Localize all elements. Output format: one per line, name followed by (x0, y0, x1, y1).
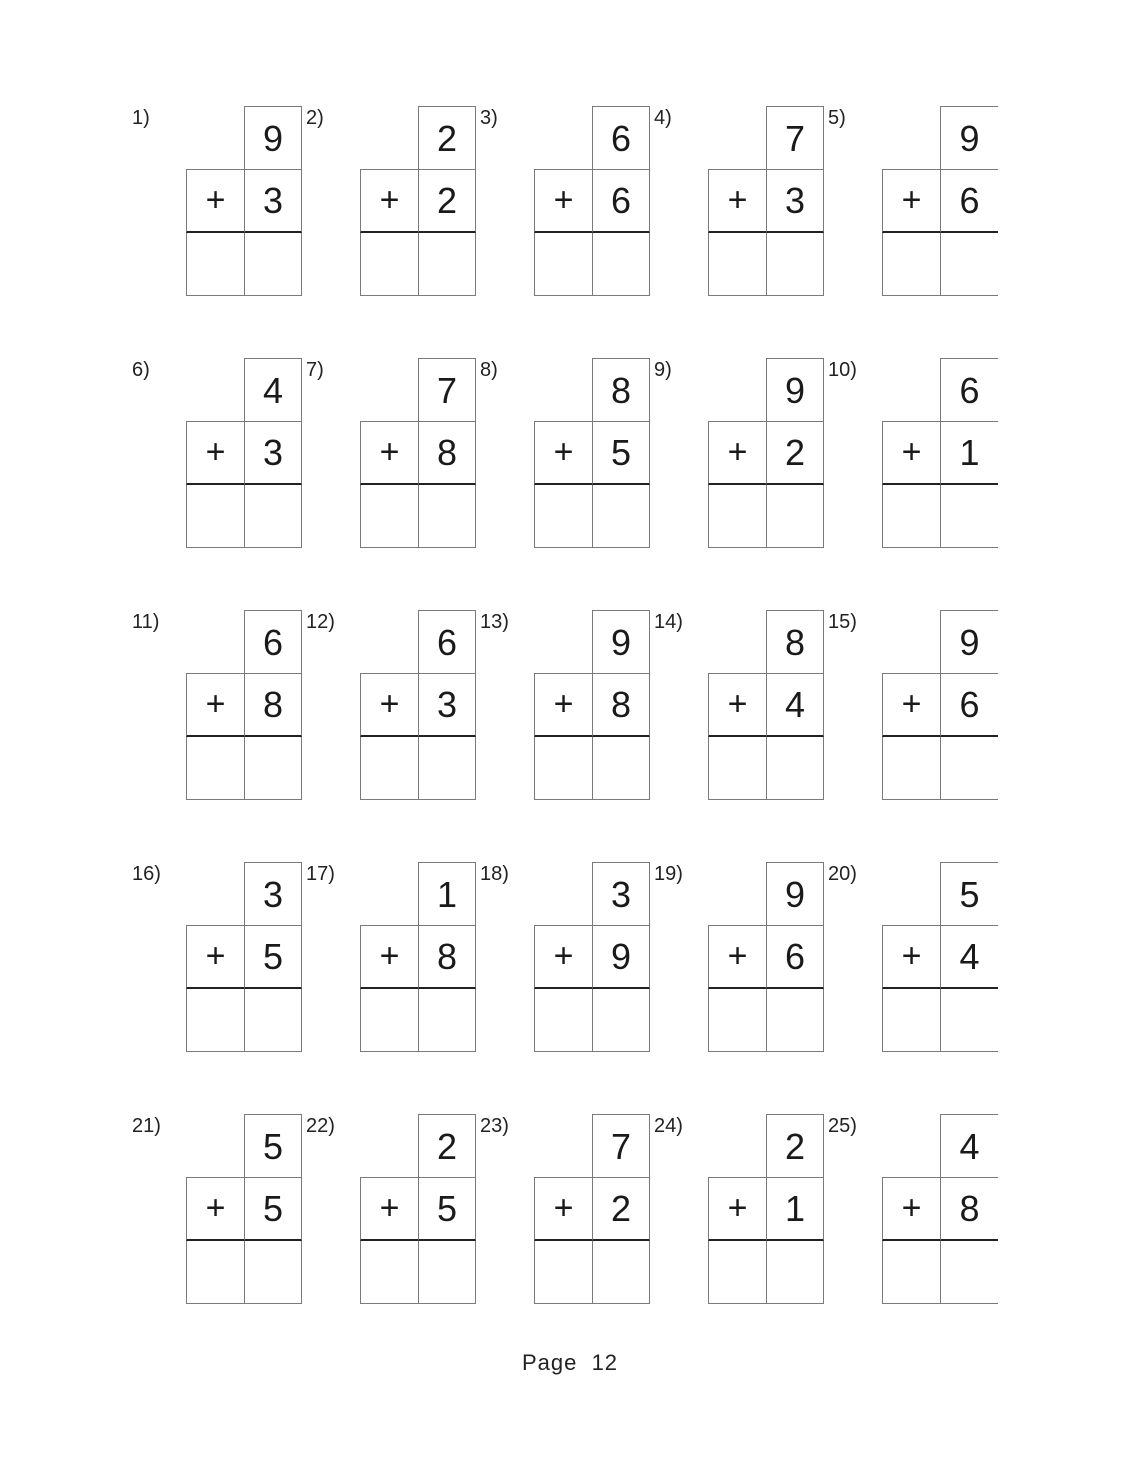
answer-tens-box[interactable] (534, 989, 592, 1052)
problem-number: 8) (480, 359, 498, 381)
addition-problem (306, 1114, 480, 1314)
bottom-digit: 6 (592, 169, 650, 233)
plus-sign: + (708, 1177, 766, 1241)
plus-sign: + (186, 925, 244, 989)
plus-sign: + (534, 1177, 592, 1241)
top-digit: 2 (418, 106, 476, 170)
bottom-digit: 5 (418, 1177, 476, 1241)
answer-tens-box[interactable] (534, 737, 592, 800)
bottom-digit: 8 (418, 421, 476, 485)
bottom-digit: 6 (940, 673, 998, 737)
answer-tens-box[interactable] (882, 737, 940, 800)
problem-number: 17) (306, 863, 335, 885)
addition-problem (828, 610, 1002, 810)
bottom-digit: 4 (766, 673, 824, 737)
problem-number: 9) (654, 359, 672, 381)
plus-sign: + (360, 169, 418, 233)
answer-ones-box[interactable] (940, 485, 998, 548)
bottom-digit: 8 (592, 673, 650, 737)
bottom-digit: 4 (940, 925, 998, 989)
answer-ones-box[interactable] (244, 989, 302, 1052)
top-digit: 9 (244, 106, 302, 170)
top-digit: 2 (418, 1114, 476, 1178)
top-digit: 6 (940, 358, 998, 422)
answer-tens-box[interactable] (882, 233, 940, 296)
top-digit: 9 (766, 358, 824, 422)
top-digit: 3 (592, 862, 650, 926)
answer-tens-box[interactable] (534, 485, 592, 548)
plus-sign: + (360, 421, 418, 485)
answer-tens-box[interactable] (186, 737, 244, 800)
addition-problem (828, 106, 1002, 306)
top-digit: 9 (940, 610, 998, 674)
problem-number: 25) (828, 1115, 857, 1137)
addition-problem (306, 610, 480, 810)
problem-number: 11) (132, 611, 160, 633)
plus-sign: + (360, 673, 418, 737)
answer-tens-box[interactable] (360, 989, 418, 1052)
top-digit: 9 (940, 106, 998, 170)
addition-problem (132, 106, 306, 306)
problem-number: 16) (132, 863, 161, 885)
addition-problem (480, 358, 654, 558)
plus-sign: + (708, 925, 766, 989)
top-digit: 4 (244, 358, 302, 422)
answer-ones-box[interactable] (766, 989, 824, 1052)
answer-ones-box[interactable] (592, 485, 650, 548)
addition-problem (828, 358, 1002, 558)
answer-ones-box[interactable] (592, 989, 650, 1052)
answer-ones-box[interactable] (244, 233, 302, 296)
answer-ones-box[interactable] (940, 737, 998, 800)
answer-tens-box[interactable] (708, 485, 766, 548)
page-footer (0, 1350, 1140, 1376)
bottom-digit: 2 (766, 421, 824, 485)
addition-problem (306, 358, 480, 558)
problem-number: 2) (306, 107, 324, 129)
addition-problem (480, 106, 654, 306)
plus-sign: + (186, 1177, 244, 1241)
problem-number: 21) (132, 1115, 161, 1137)
bottom-digit: 5 (592, 421, 650, 485)
answer-ones-box[interactable] (766, 485, 824, 548)
bottom-digit: 8 (418, 925, 476, 989)
plus-sign: + (882, 169, 940, 233)
bottom-digit: 3 (244, 421, 302, 485)
bottom-digit: 8 (940, 1177, 998, 1241)
addition-problem (306, 106, 480, 306)
answer-ones-box[interactable] (244, 485, 302, 548)
page-number: 12 (591, 1350, 619, 1375)
bottom-digit: 8 (244, 673, 302, 737)
top-digit: 4 (940, 1114, 998, 1178)
addition-problem (654, 610, 828, 810)
page-word: Page (521, 1350, 578, 1375)
answer-tens-box[interactable] (882, 989, 940, 1052)
answer-ones-box[interactable] (418, 1241, 476, 1304)
addition-problem (654, 1114, 828, 1314)
answer-tens-box[interactable] (360, 1241, 418, 1304)
top-digit: 2 (766, 1114, 824, 1178)
top-digit: 9 (766, 862, 824, 926)
answer-tens-box[interactable] (186, 485, 244, 548)
problem-number: 7) (306, 359, 324, 381)
top-digit: 6 (418, 610, 476, 674)
answer-tens-box[interactable] (708, 989, 766, 1052)
problem-number: 13) (480, 611, 509, 633)
addition-problem (828, 1114, 1002, 1314)
top-digit: 7 (766, 106, 824, 170)
plus-sign: + (882, 421, 940, 485)
problem-number: 10) (828, 359, 857, 381)
addition-problem (306, 862, 480, 1062)
answer-ones-box[interactable] (940, 233, 998, 296)
answer-ones-box[interactable] (766, 1241, 824, 1304)
plus-sign: + (882, 1177, 940, 1241)
top-digit: 7 (418, 358, 476, 422)
answer-tens-box[interactable] (708, 737, 766, 800)
plus-sign: + (534, 421, 592, 485)
plus-sign: + (708, 673, 766, 737)
top-digit: 6 (244, 610, 302, 674)
problem-number: 4) (654, 107, 672, 129)
addition-problem (132, 358, 306, 558)
top-digit: 5 (244, 1114, 302, 1178)
answer-ones-box[interactable] (418, 233, 476, 296)
problem-number: 23) (480, 1115, 509, 1137)
addition-problem (480, 1114, 654, 1314)
problem-number: 5) (828, 107, 846, 129)
top-digit: 1 (418, 862, 476, 926)
plus-sign: + (708, 421, 766, 485)
answer-tens-box[interactable] (882, 1241, 940, 1304)
bottom-digit: 1 (766, 1177, 824, 1241)
answer-ones-box[interactable] (592, 737, 650, 800)
bottom-digit: 3 (244, 169, 302, 233)
plus-sign: + (186, 673, 244, 737)
problem-number: 12) (306, 611, 335, 633)
answer-ones-box[interactable] (592, 233, 650, 296)
top-digit: 8 (766, 610, 824, 674)
problem-number: 22) (306, 1115, 335, 1137)
problem-number: 15) (828, 611, 857, 633)
plus-sign: + (882, 673, 940, 737)
bottom-digit: 6 (940, 169, 998, 233)
top-digit: 7 (592, 1114, 650, 1178)
plus-sign: + (360, 1177, 418, 1241)
answer-ones-box[interactable] (244, 1241, 302, 1304)
bottom-digit: 5 (244, 925, 302, 989)
answer-ones-box[interactable] (766, 737, 824, 800)
plus-sign: + (882, 925, 940, 989)
addition-problem (654, 862, 828, 1062)
problem-number: 1) (132, 107, 150, 129)
top-digit: 9 (592, 610, 650, 674)
top-digit: 8 (592, 358, 650, 422)
top-digit: 5 (940, 862, 998, 926)
bottom-digit: 3 (766, 169, 824, 233)
answer-tens-box[interactable] (186, 989, 244, 1052)
bottom-digit: 3 (418, 673, 476, 737)
answer-tens-box[interactable] (186, 233, 244, 296)
answer-ones-box[interactable] (766, 233, 824, 296)
top-digit: 3 (244, 862, 302, 926)
plus-sign: + (708, 169, 766, 233)
plus-sign: + (360, 925, 418, 989)
plus-sign: + (534, 925, 592, 989)
problem-number: 18) (480, 863, 509, 885)
answer-ones-box[interactable] (418, 485, 476, 548)
bottom-digit: 6 (766, 925, 824, 989)
plus-sign: + (186, 421, 244, 485)
answer-tens-box[interactable] (534, 1241, 592, 1304)
plus-sign: + (186, 169, 244, 233)
answer-tens-box[interactable] (360, 737, 418, 800)
problem-number: 3) (480, 107, 498, 129)
problem-number: 20) (828, 863, 857, 885)
addition-problem (480, 862, 654, 1062)
problem-number: 19) (654, 863, 683, 885)
addition-problem (654, 358, 828, 558)
answer-ones-box[interactable] (592, 1241, 650, 1304)
bottom-digit: 1 (940, 421, 998, 485)
plus-sign: + (534, 673, 592, 737)
answer-tens-box[interactable] (360, 485, 418, 548)
addition-problem (132, 1114, 306, 1314)
answer-ones-box[interactable] (418, 737, 476, 800)
addition-problem (132, 862, 306, 1062)
top-digit: 6 (592, 106, 650, 170)
answer-tens-box[interactable] (360, 233, 418, 296)
answer-ones-box[interactable] (940, 989, 998, 1052)
answer-ones-box[interactable] (418, 989, 476, 1052)
problem-number: 6) (132, 359, 150, 381)
addition-problem (828, 862, 1002, 1062)
bottom-digit: 2 (418, 169, 476, 233)
answer-tens-box[interactable] (708, 1241, 766, 1304)
answer-tens-box[interactable] (708, 233, 766, 296)
problem-number: 24) (654, 1115, 683, 1137)
answer-ones-box[interactable] (940, 1241, 998, 1304)
addition-problem (480, 610, 654, 810)
answer-tens-box[interactable] (186, 1241, 244, 1304)
addition-problem (132, 610, 306, 810)
bottom-digit: 5 (244, 1177, 302, 1241)
problem-number: 14) (654, 611, 683, 633)
answer-tens-box[interactable] (882, 485, 940, 548)
plus-sign: + (534, 169, 592, 233)
answer-ones-box[interactable] (244, 737, 302, 800)
answer-tens-box[interactable] (534, 233, 592, 296)
bottom-digit: 9 (592, 925, 650, 989)
addition-problem (654, 106, 828, 306)
bottom-digit: 2 (592, 1177, 650, 1241)
